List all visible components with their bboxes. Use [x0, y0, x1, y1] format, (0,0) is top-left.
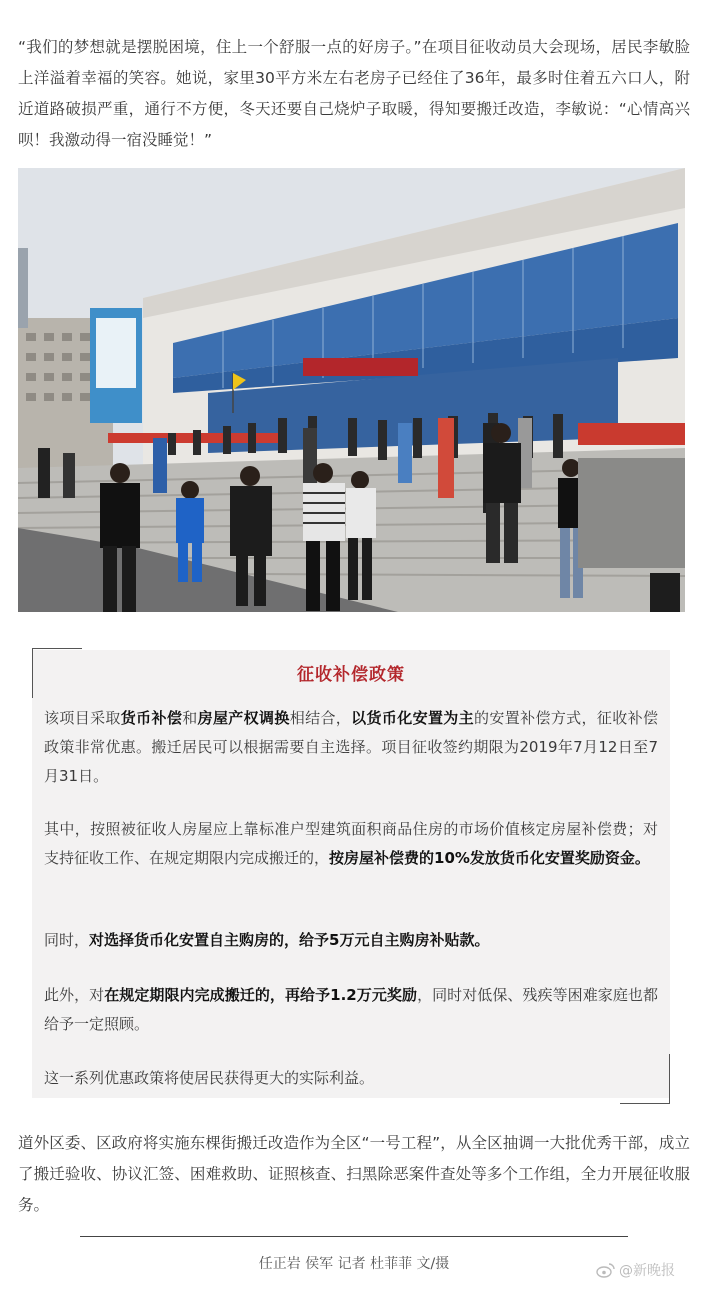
weibo-icon	[596, 1262, 616, 1278]
intro-paragraph: “我们的梦想就是摆脱困境，住上一个舒服一点的好房子。”在项目征收动员大会现场，居民李敏脸上洋溢着幸福的笑容。她说，家里30平方米左右老房子已经住了36年，最多时住着五六口人，附近道路破损严重，通行不方便，冬天还要自己烧炉子取暖，得知要搬迁改造，李敏说：“心情高兴呗！我激动得一宿没睡觉！”	[18, 38, 690, 149]
outro-paragraph: 道外区委、区政府将实施东棵街搬迁改造作为全区“一号工程”，从全区抽调一大批优秀干部，成立了搬迁验收、协议汇签、困难救助、证照核查、扫黑除恶案件查处等多个工作组，全力开展征收服务。	[18, 1134, 690, 1214]
policy-box	[32, 650, 670, 1098]
news-photo	[18, 168, 685, 612]
watermark	[596, 1260, 675, 1280]
policy-paragraph-4: 此外，对在规定期限内完成搬迁的，再给予1.2万元奖励，同时对低保、残疾等困难家庭也都给予一定照顾。	[44, 986, 658, 1033]
corner-decoration-bottom-right	[620, 1054, 670, 1104]
divider	[80, 1236, 628, 1237]
policy-paragraph-3: 同时，对选择货币化安置自主购房的，给予5万元自主购房补贴款。	[44, 931, 490, 949]
policy-paragraph-5: 这一系列优惠政策将使居民获得更大的实际利益。	[44, 1069, 375, 1087]
policy-paragraph-2: 其中，按照被征收人房屋应上靠标准户型建筑面积商品住房的市场价值核定房屋补偿费；对支持征收工作、在规定期限内完成搬迁的，按房屋补偿费的10%发放货币化安置奖励资金。	[44, 820, 658, 867]
policy-title: 征收补偿政策	[297, 665, 405, 685]
byline: 任正岩 侯军 记者 杜菲菲 文/摄	[258, 1256, 450, 1272]
corner-decoration-top-left	[32, 648, 82, 698]
watermark-text: @新晚报	[619, 1263, 675, 1279]
policy-paragraph-1: 该项目采取货币补偿和房屋产权调换相结合，以货币化安置为主的安置补偿方式，征收补偿政策非常优惠。搬迁居民可以根据需要自主选择。项目征收签约期限为2019年7月12日至7月31日。	[44, 709, 658, 785]
